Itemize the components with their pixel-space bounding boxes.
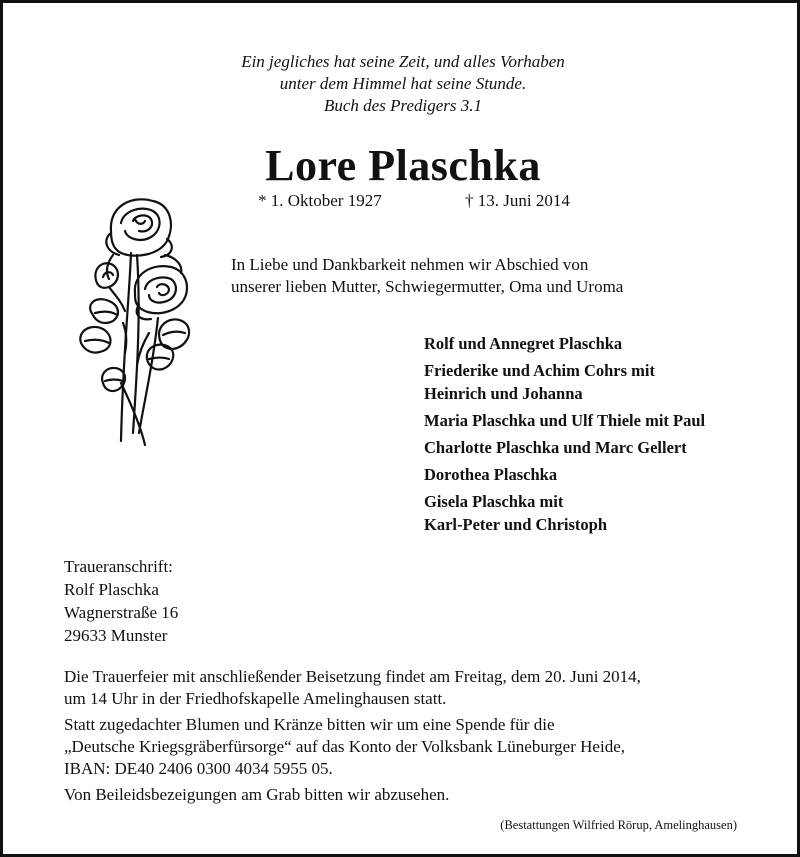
intro-line-2: unserer lieben Mutter, Schwiegermutter, Oma und Uroma: [231, 277, 624, 296]
undertaker-credit: (Bestattungen Wilfried Rörup, Amelinghausen): [500, 818, 737, 832]
mourner-line: Charlotte Plaschka und Marc Gellert: [424, 438, 687, 457]
donation-info: [64, 714, 641, 780]
funeral-line-2: um 14 Uhr in der Friedhofskapelle Amelinghausen statt.: [64, 689, 447, 708]
donation-line-1: Statt zugedachter Blumen und Kränze bitten wir um eine Spende für die: [64, 715, 555, 734]
mourner-entry: [424, 490, 705, 536]
mourning-address: [64, 555, 178, 647]
mourner-line: Rolf und Annegret Plaschka: [424, 334, 623, 353]
address-street: Wagnerstraße 16: [64, 603, 179, 622]
mourner-line: Gisela Plaschka mit: [424, 492, 564, 511]
verse-line-1: Ein jegliches hat seine Zeit, und alles Vorhaben: [241, 52, 565, 71]
mourner-entry: [424, 463, 705, 486]
mourner-entry: [424, 409, 705, 432]
deceased-name: Lore Plaschka: [265, 141, 541, 190]
rose-icon: [63, 183, 213, 453]
birth-date: * 1. Oktober 1927: [258, 191, 382, 210]
funeral-info: [64, 666, 641, 710]
funeral-line-1: Die Trauerfeier mit anschließender Beisetzung findet am Freitag, dem 20. Juni 2014,: [64, 667, 641, 686]
bible-verse: [3, 51, 800, 117]
intro-text: [231, 254, 623, 298]
mourner-line: Maria Plaschka und Ulf Thiele mit Paul: [424, 411, 706, 430]
donation-line-2: „Deutsche Kriegsgräberfürsorge“ auf das Konto der Volksbank Lüneburger Heide,: [64, 737, 625, 756]
verse-source: Buch des Predigers 3.1: [323, 96, 482, 115]
address-heading: Traueranschrift:: [64, 557, 173, 576]
condolence-info: [64, 784, 641, 806]
address-name: Rolf Plaschka: [64, 580, 159, 599]
condolence-line: Von Beileidsbezeigungen am Grab bitten wir abzusehen.: [64, 785, 450, 804]
intro-line-1: In Liebe und Dankbarkeit nehmen wir Abschied von: [231, 255, 589, 274]
mourner-line: Friederike und Achim Cohrs mit: [424, 361, 655, 380]
mourners-list: [424, 332, 705, 540]
death-date: † 13. Juni 2014: [465, 191, 570, 210]
mourner-entry: [424, 436, 705, 459]
mourner-line: Dorothea Plaschka: [424, 465, 558, 484]
mourner-line: Karl-Peter und Christoph: [424, 515, 608, 534]
verse-line-2: unter dem Himmel hat seine Stunde.: [279, 74, 527, 93]
address-city: 29633 Munster: [64, 626, 168, 645]
donation-line-3: IBAN: DE40 2406 0300 4034 5955 05.: [64, 759, 333, 778]
mourner-entry: [424, 359, 705, 405]
notes-section: [64, 666, 641, 810]
mourner-entry: [424, 332, 705, 355]
mourner-line: Heinrich und Johanna: [424, 384, 583, 403]
